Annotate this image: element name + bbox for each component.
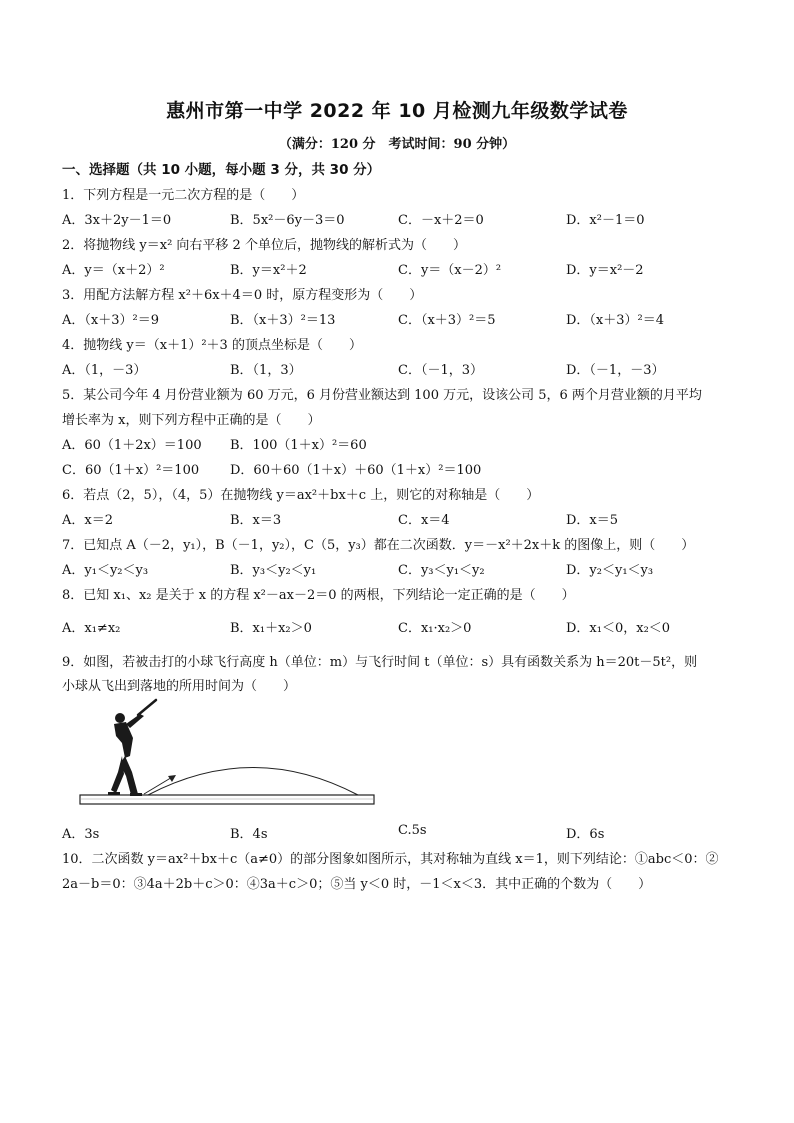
question-4-option-b: B．（1，3）: [230, 363, 302, 378]
question-6-option-c: C．x＝4: [398, 513, 450, 528]
question-5-option-d: D．60＋60（1＋x）＋60（1＋x）²＝100: [230, 463, 482, 478]
question-1-option-a: A．3x＋2y－1＝0: [62, 213, 172, 228]
question-10-stem-continued: 2a－b＝0：③4a＋2b＋c＞0：④3a＋c＞0；⑤当 y＜0 时，－1＜x＜3．其中正确的个数为（ ）: [62, 877, 652, 892]
baseball-trajectory-figure: [78, 698, 378, 810]
question-2-option-a: A．y＝（x＋2）²: [62, 263, 165, 278]
question-3-option-c: C．（x＋3）²＝5: [398, 313, 496, 328]
question-3-stem: 3．用配方法解方程 x²＋6x＋4＝0 时，原方程变形为（ ）: [62, 288, 423, 303]
question-8-option-a: A．x₁≠x₂: [62, 621, 121, 636]
question-2-option-b: B．y＝x²＋2: [230, 263, 307, 278]
question-9-stem: 9．如图，若被击打的小球飞行高度 h（单位：m）与飞行时间 t（单位：s）具有函数关系为 h＝20t－5t²，则: [62, 655, 698, 670]
ball-trajectory-curve: [148, 768, 358, 796]
question-6-option-b: B．x＝3: [230, 513, 282, 528]
question-3-option-b: B．（x＋3）²＝13: [230, 313, 336, 328]
batter-silhouette: [108, 700, 156, 796]
question-10-stem: 10．二次函数 y＝ax²＋bx＋c（a≠0）的部分图象如图所示，其对称轴为直线 x＝1，则下列结论：①abc＜0：②: [62, 852, 719, 867]
question-1-option-c: C．－x＋2＝0: [398, 213, 484, 228]
page-title: 惠州市第一中学 2022 年 10 月检测九年级数学试卷: [166, 100, 628, 122]
question-2-stem: 2．将抛物线 y＝x² 向右平移 2 个单位后，抛物线的解析式为（ ）: [62, 238, 466, 253]
question-4-option-a: A．（1，－3）: [62, 363, 147, 378]
question-5-option-c: C．60（1＋x）²＝100: [62, 463, 200, 478]
question-9-option-b: B．4s: [230, 827, 268, 842]
question-2-option-c: C．y＝（x－2）²: [398, 263, 502, 278]
question-5-stem: 5．某公司今年 4 月份营业额为 60 万元，6 月份营业额达到 100 万元，设该公司 5，6 两个月营业额的月平均: [62, 388, 702, 403]
question-4-stem: 4．抛物线 y＝（x＋1）²＋3 的顶点坐标是（ ）: [62, 338, 362, 353]
question-6-option-a: A．x＝2: [62, 513, 113, 528]
question-7-option-a: A．y₁＜y₂＜y₃: [62, 563, 149, 578]
question-7-option-d: D．y₂＜y₁＜y₃: [566, 563, 654, 578]
question-5-stem-continued: 增长率为 x，则下列方程中正确的是（ ）: [62, 413, 321, 428]
question-5-option-a: A．60（1＋2x）＝100: [62, 438, 202, 453]
question-7-option-b: B．y₃＜y₂＜y₁: [230, 563, 317, 578]
question-2-option-d: D．y＝x²－2: [566, 263, 644, 278]
question-9-option-c: C.5s: [398, 823, 427, 838]
question-3-option-a: A．（x＋3）²＝9: [62, 313, 159, 328]
question-4-option-d: D．（－1，－3）: [566, 363, 665, 378]
question-9-option-d: D．6s: [566, 827, 605, 842]
question-1-stem: 1．下列方程是一元二次方程的是（ ）: [62, 188, 305, 203]
question-9-stem-continued: 小球从飞出到落地的所用时间为（ ）: [62, 679, 297, 694]
exam-info: （满分：120 分 考试时间：90 分钟）: [278, 137, 516, 152]
section-heading: 一、选择题（共 10 小题，每小题 3 分，共 30 分）: [62, 162, 381, 178]
ground-strip: [80, 795, 374, 804]
question-4-option-c: C．（－1，3）: [398, 363, 483, 378]
question-1-option-b: B．5x²－6y－3＝0: [230, 213, 345, 228]
question-8-stem: 8．已知 x₁、x₂ 是关于 x 的方程 x²－ax－2＝0 的两根，下列结论一定正确的是（ ）: [62, 588, 575, 603]
question-5-option-b: B．100（1＋x）²＝60: [230, 438, 367, 453]
question-9-option-a: A．3s: [62, 827, 100, 842]
question-8-option-b: B．x₁＋x₂＞0: [230, 621, 312, 636]
question-6-stem: 6．若点（2，5），（4，5）在抛物线 y＝ax²＋bx＋c 上，则它的对称轴是（ ）: [62, 488, 540, 503]
question-7-option-c: C．y₃＜y₁＜y₂: [398, 563, 485, 578]
question-6-option-d: D．x＝5: [566, 513, 619, 528]
question-7-stem: 7．已知点 A（－2，y₁），B（－1，y₂），C（5，y₃）都在二次函数．y＝－x²＋2x＋k 的图像上，则（ ）: [62, 538, 695, 553]
question-8-option-d: D．x₁＜0，x₂＜0: [566, 621, 671, 636]
question-3-option-d: D．（x＋3）²＝4: [566, 313, 665, 328]
question-8-option-c: C．x₁·x₂＞0: [398, 621, 472, 636]
question-1-option-d: D．x²－1＝0: [566, 213, 645, 228]
